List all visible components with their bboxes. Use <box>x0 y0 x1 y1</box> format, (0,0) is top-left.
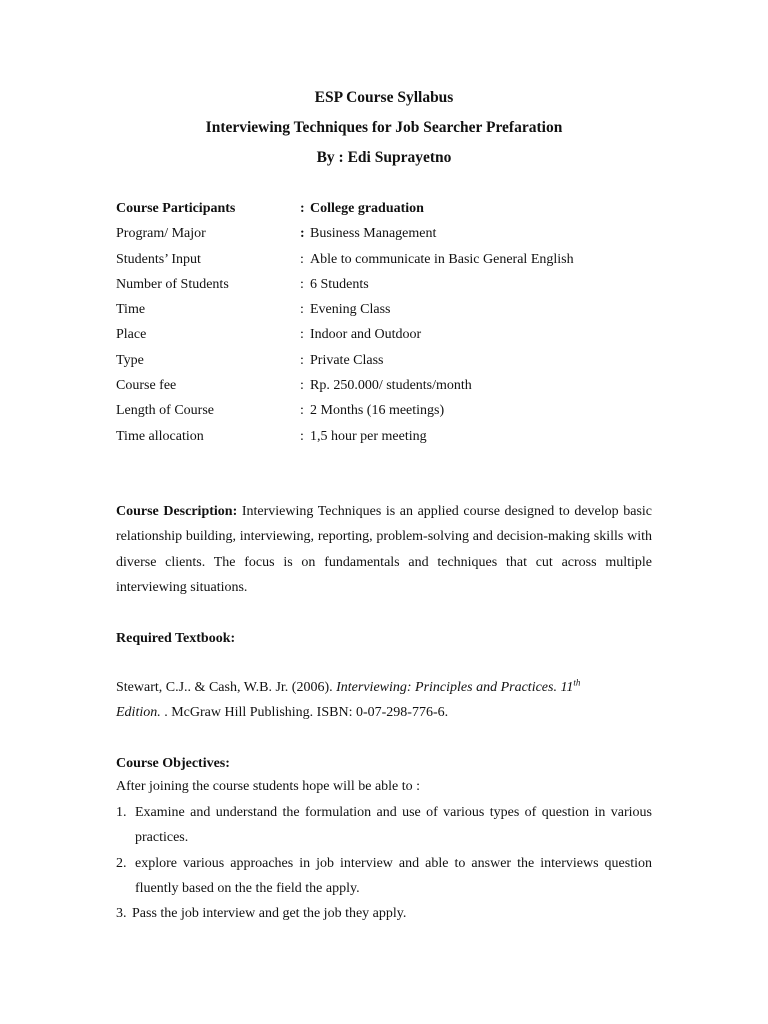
course-info-table <box>116 199 656 452</box>
info-separator: : <box>300 201 305 216</box>
list-item-number: 3. <box>116 906 127 922</box>
list-item-text: Examine and understand the formulation and use of various types of question in various practices. <box>135 805 652 846</box>
course-description <box>116 499 652 600</box>
info-separator: : <box>300 276 304 292</box>
author-line: By : Edi Suprayetno <box>316 149 452 166</box>
info-value: Rp. 250.000/ students/month <box>310 378 472 394</box>
info-row-students-input <box>116 250 656 275</box>
document-title: ESP Course Syllabus <box>314 89 454 106</box>
info-separator: : <box>300 428 304 444</box>
info-value: College graduation <box>310 201 424 216</box>
course-objectives-heading: Course Objectives: <box>116 756 230 771</box>
info-label: Place <box>116 327 147 343</box>
info-row-number-of-students <box>116 275 656 300</box>
info-value: Business Management <box>310 226 437 242</box>
textbook-title: Interviewing: Principles and Practices. 11 <box>336 680 574 695</box>
info-label: Course Participants <box>116 201 236 216</box>
list-item-text: Pass the job interview and get the job they apply. <box>132 906 407 922</box>
info-value: 6 Students <box>310 276 369 292</box>
course-objectives-intro: After joining the course students hope will be able to : <box>116 779 421 794</box>
info-separator: : <box>300 251 304 267</box>
info-row-program <box>116 224 656 249</box>
info-row-course-fee <box>116 376 656 401</box>
required-textbook-heading: Required Textbook: <box>116 631 236 646</box>
info-value: Evening Class <box>310 302 391 318</box>
info-label: Time <box>116 302 146 318</box>
course-title: Interviewing Techniques for Job Searcher Prefaration <box>205 119 563 136</box>
textbook-edition: Edition. <box>116 705 161 721</box>
info-row-place <box>116 325 656 350</box>
info-value: Private Class <box>310 352 384 368</box>
info-label: Course fee <box>116 378 177 394</box>
info-row-type <box>116 351 656 376</box>
course-description-text: Interviewing Techniques is an applied course designed to develop basic relationship building, interviewing, reporting, problem-solving and decision-making skills with diverse clients. The focus is on fundamentals and techniques that cut across multiple interviewing situations. <box>116 504 653 595</box>
info-value: Able to communicate in Basic General English <box>310 251 574 267</box>
info-row-length-of-course <box>116 401 656 426</box>
info-label: Students’ Input <box>116 251 201 267</box>
textbook-reference <box>116 675 652 726</box>
list-item-text: explore various approaches in job interview and able to answer the interviews question fluently based on the the field the apply. <box>135 855 652 896</box>
info-label: Program/ Major <box>116 226 206 242</box>
course-objectives-list <box>116 800 652 926</box>
list-item-number: 1. <box>116 805 127 820</box>
list-item <box>116 851 652 902</box>
info-row-time <box>116 300 656 325</box>
list-item <box>116 800 652 851</box>
info-label: Length of Course <box>116 403 214 419</box>
info-separator: : <box>300 352 304 368</box>
list-item <box>116 901 652 926</box>
info-label: Number of Students <box>116 276 229 292</box>
textbook-publisher: . McGraw Hill Publishing. ISBN: 0-07-298-776-6. <box>160 705 449 721</box>
course-description-label: Course Description: <box>116 504 238 519</box>
info-separator: : <box>300 327 304 343</box>
textbook-authors: Stewart, C.J.. & Cash, W.B. Jr. (2006). <box>116 680 337 695</box>
info-value: 2 Months (16 meetings) <box>310 403 445 419</box>
info-label: Type <box>116 352 144 368</box>
info-row-time-allocation <box>116 427 656 452</box>
info-separator: : <box>300 302 304 318</box>
info-value: Indoor and Outdoor <box>310 327 422 343</box>
textbook-title-superscript: th <box>573 677 581 688</box>
info-separator: : <box>300 226 305 242</box>
info-value: 1,5 hour per meeting <box>310 428 427 444</box>
info-separator: : <box>300 378 304 394</box>
info-label: Time allocation <box>116 428 204 444</box>
info-row-participants <box>116 199 656 224</box>
info-separator: : <box>300 403 304 419</box>
list-item-number: 2. <box>116 855 127 871</box>
